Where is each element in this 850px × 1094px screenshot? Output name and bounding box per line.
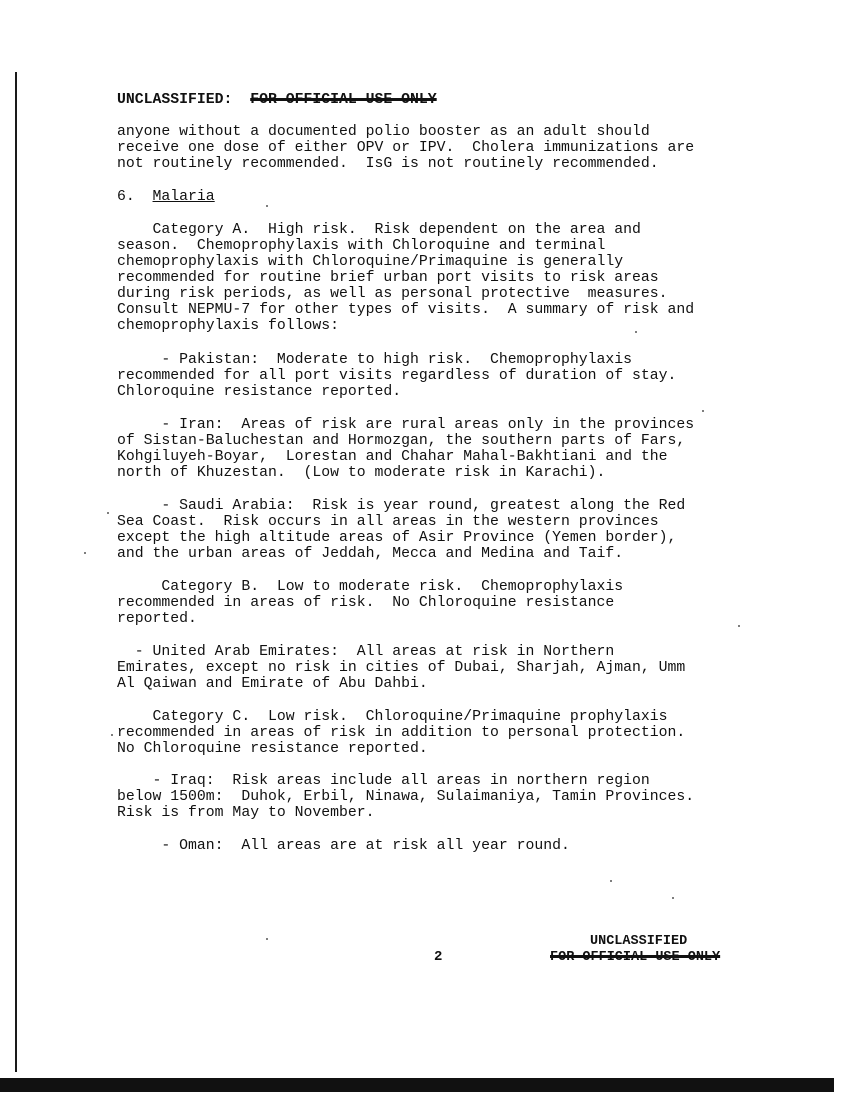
scan-speck [672,897,674,899]
section-heading [117,189,215,205]
text-line: chemoprophylaxis follows: [117,318,339,334]
text-line: Category A. High risk. Risk dependent on the area and [117,222,641,238]
text-line: anyone without a documented polio booster as an adult should [117,124,650,140]
text-line: Chloroquine resistance reported. [117,384,402,400]
text-line: recommended in areas of risk. No Chloroquine resistance [117,595,615,611]
text-line: Consult NEPMU-7 for other types of visits. A summary of risk and [117,302,695,318]
scan-speck [84,552,86,554]
scan-speck [111,734,113,736]
text-line: - Saudi Arabia: Risk is year round, greatest along the Red [117,498,686,514]
scan-speck [107,512,109,514]
page-number: 2 [434,949,443,965]
text-line: Al Qaiwan and Emirate of Abu Dahbi. [117,676,428,692]
text-line: - Iraq: Risk areas include all areas in northern region [117,773,650,789]
scan-speck [610,880,612,882]
header-line [117,92,437,108]
text-line: Category B. Low to moderate risk. Chemoprophylaxis [117,579,624,595]
scan-speck [738,625,740,627]
text-line: except the high altitude areas of Asir Province (Yemen border), [117,530,677,546]
text-line: recommended for routine brief urban port visits to risk areas [117,270,659,286]
section-number: 6. [117,189,135,205]
text-line: recommended in areas of risk in addition to personal protection. [117,725,686,741]
text-line: Category C. Low risk. Chloroquine/Primaquine prophylaxis [117,709,668,725]
page-edge-left [15,72,17,1072]
text-line: of Sistan-Baluchestan and Hormozgan, the southern parts of Fars, [117,433,686,449]
section-title: Malaria [152,189,215,205]
text-line: not routinely recommended. IsG is not routinely recommended. [117,156,659,172]
text-line: north of Khuzestan. (Low to moderate risk in Karachi). [117,465,606,481]
text-line: - United Arab Emirates: All areas at risk in Northern [117,644,615,660]
text-line: reported. [117,611,197,627]
text-line: recommended for all port visits regardless of duration of stay. [117,368,677,384]
text-line: Sea Coast. Risk occurs in all areas in the western provinces [117,514,659,530]
scan-speck [635,331,637,333]
text-line: Kohgiluyeh-Boyar, Lorestan and Chahar Mahal-Bakhtiani and the [117,449,668,465]
text-line: - Oman: All areas are at risk all year round. [117,838,570,854]
header-classification: UNCLASSIFIED: [117,92,233,108]
scan-speck [266,205,268,207]
text-line: season. Chemoprophylaxis with Chloroquine and terminal [117,238,606,254]
page-edge-bottom [0,1078,834,1092]
scan-speck [702,410,704,412]
text-line: Risk is from May to November. [117,805,375,821]
footer-handling: FOR OFFICIAL USE ONLY [550,950,721,965]
text-line: receive one dose of either OPV or IPV. Cholera immunizations are [117,140,695,156]
text-line: - Iran: Areas of risk are rural areas only in the provinces [117,417,695,433]
footer-classification: UNCLASSIFIED [590,934,688,949]
text-line: below 1500m: Duhok, Erbil, Ninawa, Sulaimaniya, Tamin Provinces. [117,789,695,805]
text-line: - Pakistan: Moderate to high risk. Chemoprophylaxis [117,352,633,368]
header-handling: FOR OFFICIAL USE ONLY [250,92,437,108]
text-line: and the urban areas of Jeddah, Mecca and Medina and Taif. [117,546,624,562]
text-line: Emirates, except no risk in cities of Dubai, Sharjah, Ajman, Umm [117,660,686,676]
text-line: during risk periods, as well as personal protective measures. [117,286,668,302]
scan-speck [266,938,268,940]
text-line: chemoprophylaxis with Chloroquine/Primaquine is generally [117,254,624,270]
text-line: No Chloroquine resistance reported. [117,741,428,757]
